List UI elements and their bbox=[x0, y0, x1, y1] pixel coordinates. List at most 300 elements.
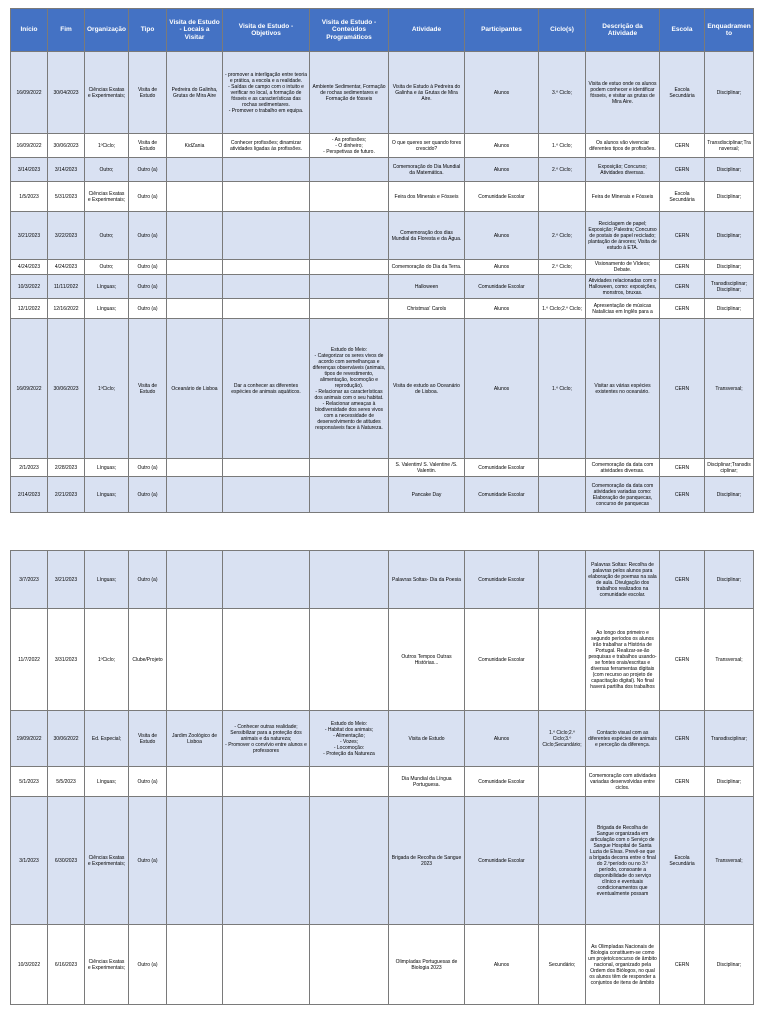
cell-tipo bbox=[129, 182, 167, 212]
cell-text: Comemoração da data com atividades variadas como: Elaboração de panquecas, concurso de panquecas bbox=[591, 482, 654, 507]
cell-text: Estudo do Meio: - Habitat dos animais; - Alimentação; - Vozes; - Locomoção: - Proteção da Natureza bbox=[323, 720, 375, 757]
cell-text: Ed. Especial; bbox=[91, 735, 122, 742]
cell-fim bbox=[48, 134, 85, 158]
cell-descricao bbox=[586, 134, 660, 158]
cell-fim bbox=[48, 299, 85, 319]
cell-text: 1ºCiclo; bbox=[97, 656, 116, 663]
cell-ciclos bbox=[539, 275, 586, 299]
table-row bbox=[11, 767, 754, 797]
cell-text: S. Valentim/ S. Valentine /S. Valentin. bbox=[395, 461, 458, 474]
cell-locais bbox=[167, 459, 223, 477]
cell-tipo bbox=[129, 477, 167, 513]
cell-ciclos bbox=[539, 797, 586, 925]
cell-escola bbox=[660, 299, 705, 319]
cell-enquadramento bbox=[705, 459, 754, 477]
cell-objetivos bbox=[223, 52, 310, 134]
table-row bbox=[11, 299, 754, 319]
cell-ciclos bbox=[539, 52, 586, 134]
cell-text: 1ºCiclo; bbox=[97, 142, 116, 149]
cell-text: 2.º Ciclo; bbox=[552, 264, 572, 270]
cell-enquadramento bbox=[705, 551, 754, 609]
cell-text: Outro; bbox=[99, 264, 114, 270]
activities-table-1 bbox=[10, 8, 754, 513]
cell-text: Olimpíadas Portuguesas de Biologia 2023 bbox=[395, 958, 458, 971]
cell-text: Comemoração com atividades variadas desenvolvidas entre ciclos. bbox=[588, 772, 657, 791]
cell-inicio bbox=[11, 212, 48, 260]
cell-inicio bbox=[11, 767, 48, 797]
cell-participantes bbox=[465, 797, 539, 925]
cell-ciclos bbox=[539, 134, 586, 158]
table-page-1 bbox=[10, 8, 753, 513]
cell-text: Disciplinar; bbox=[716, 89, 742, 96]
cell-participantes bbox=[465, 319, 539, 459]
cell-ciclos bbox=[539, 260, 586, 275]
cell-ciclos bbox=[539, 609, 586, 711]
cell-text: Línguas; bbox=[96, 305, 117, 312]
cell-text: 1.º Ciclo; bbox=[552, 385, 572, 392]
cell-text: Feira de Minerais e Fósseis bbox=[591, 193, 654, 200]
cell-text: 3/22/2023 bbox=[54, 232, 78, 239]
cell-text: Visita de Estudo bbox=[408, 735, 445, 742]
cell-text: Estudo do Meio: - Categorizar os seres vivos de acordo com semelhanças e diferenças observáveis (animais, tipos de revestimento, alimentação, locomoção e reprodução). - Relacionar as características dos animais com o seu habitat. - Relacionar ameaças à biodiversidade dos seres vivos com a necessidade de desenvolvimento de atitudes responsáveis face à Natureza. bbox=[312, 346, 386, 431]
cell-inicio bbox=[11, 52, 48, 134]
cell-text: Halloween bbox=[414, 283, 439, 290]
cell-fim bbox=[48, 609, 85, 711]
activities-table-2 bbox=[10, 550, 754, 1005]
cell-inicio bbox=[11, 711, 48, 767]
cell-locais bbox=[167, 158, 223, 182]
cell-text: Clube/Projeto bbox=[132, 656, 163, 663]
cell-text: Disciplinar; bbox=[716, 576, 742, 583]
cell-enquadramento bbox=[705, 797, 754, 925]
cell-text: 1.º Ciclo;2.º Ciclo; bbox=[542, 305, 582, 312]
cell-objetivos bbox=[223, 212, 310, 260]
cell-locais bbox=[167, 609, 223, 711]
cell-text: CERN bbox=[674, 778, 690, 785]
cell-escola bbox=[660, 182, 705, 212]
table-row bbox=[11, 158, 754, 182]
cell-tipo bbox=[129, 134, 167, 158]
cell-text: Secundário; bbox=[548, 961, 576, 968]
cell-locais bbox=[167, 711, 223, 767]
cell-participantes bbox=[465, 260, 539, 275]
cell-text: Comunidade Escolar bbox=[478, 576, 525, 583]
cell-objetivos bbox=[223, 182, 310, 212]
cell-text: Exposição; Concurso; Atividades diversas. bbox=[598, 163, 647, 176]
cell-enquadramento bbox=[705, 477, 754, 513]
cell-descricao bbox=[586, 275, 660, 299]
cell-text: Outro (a) bbox=[137, 778, 158, 785]
cell-organizacao bbox=[85, 925, 129, 1005]
cell-fim bbox=[48, 52, 85, 134]
cell-descricao bbox=[586, 711, 660, 767]
cell-ciclos bbox=[539, 925, 586, 1005]
cell-atividade bbox=[389, 299, 465, 319]
cell-text: Christmas' Carols bbox=[406, 305, 447, 312]
cell-tipo bbox=[129, 797, 167, 925]
cell-text: Outro (a) bbox=[137, 264, 158, 270]
cell-text: Palavras Soltas- Dia da Poesia bbox=[392, 576, 461, 583]
cell-text: Outro (a) bbox=[137, 305, 158, 312]
cell-text: Visita de Estudo bbox=[137, 86, 158, 99]
cell-text: CERN bbox=[674, 735, 690, 742]
cell-text: 30/04/2023 bbox=[53, 89, 79, 96]
cell-objetivos bbox=[223, 319, 310, 459]
cell-text: CERN bbox=[674, 961, 690, 968]
cell-text: Visionamento de Vídeos; Debate. bbox=[594, 261, 651, 273]
cell-conteudos bbox=[310, 551, 389, 609]
cell-objetivos bbox=[223, 609, 310, 711]
cell-text: Alunos bbox=[493, 232, 510, 239]
cell-organizacao bbox=[85, 275, 129, 299]
cell-conteudos bbox=[310, 797, 389, 925]
cell-text: 6/30/2023 bbox=[54, 857, 78, 864]
cell-text: Jardim Zoológico de Lisboa bbox=[171, 732, 218, 745]
cell-text: 5/31/2023 bbox=[54, 193, 78, 200]
cell-descricao bbox=[586, 299, 660, 319]
cell-text: Alunos bbox=[493, 735, 510, 742]
cell-ciclos bbox=[539, 299, 586, 319]
cell-atividade bbox=[389, 711, 465, 767]
cell-atividade bbox=[389, 275, 465, 299]
cell-text: 6/16/2023 bbox=[54, 961, 78, 968]
cell-conteudos bbox=[310, 711, 389, 767]
cell-participantes bbox=[465, 182, 539, 212]
cell-text: Outro (a) bbox=[137, 857, 158, 864]
cell-tipo bbox=[129, 52, 167, 134]
cell-conteudos bbox=[310, 275, 389, 299]
cell-text: Comunidade Escolar bbox=[478, 193, 525, 200]
cell-ciclos bbox=[539, 459, 586, 477]
cell-fim bbox=[48, 477, 85, 513]
cell-inicio bbox=[11, 459, 48, 477]
cell-text: 3/1/2023 bbox=[19, 857, 39, 864]
cell-conteudos bbox=[310, 158, 389, 182]
cell-text: 3/7/2023 bbox=[19, 576, 39, 583]
cell-text: Línguas; bbox=[96, 283, 117, 290]
cell-descricao bbox=[586, 52, 660, 134]
cell-inicio bbox=[11, 609, 48, 711]
cell-text: Comunidade Escolar bbox=[478, 283, 525, 290]
table-row bbox=[11, 182, 754, 212]
cell-descricao bbox=[586, 477, 660, 513]
table-row bbox=[11, 459, 754, 477]
cell-text: 1/5/2023 bbox=[19, 193, 39, 200]
cell-tipo bbox=[129, 551, 167, 609]
cell-text: Outro (a) bbox=[137, 166, 158, 173]
table-row bbox=[11, 319, 754, 459]
cell-text: 4/24/2023 bbox=[54, 264, 78, 270]
cell-enquadramento bbox=[705, 609, 754, 711]
col-enquadramento: Enquadramento bbox=[705, 9, 754, 52]
cell-participantes bbox=[465, 551, 539, 609]
cell-text: Disciplinar; bbox=[716, 961, 742, 968]
cell-text: 2.º Ciclo; bbox=[552, 232, 572, 239]
cell-participantes bbox=[465, 299, 539, 319]
cell-text: Comemoração do Dia da Terra. bbox=[391, 264, 462, 270]
col-inicio: Início bbox=[11, 9, 48, 52]
cell-fim bbox=[48, 182, 85, 212]
cell-objetivos bbox=[223, 134, 310, 158]
table-row bbox=[11, 477, 754, 513]
cell-text: CERN bbox=[674, 464, 690, 471]
cell-tipo bbox=[129, 319, 167, 459]
cell-descricao bbox=[586, 260, 660, 275]
cell-organizacao bbox=[85, 767, 129, 797]
cell-organizacao bbox=[85, 459, 129, 477]
cell-escola bbox=[660, 134, 705, 158]
cell-inicio bbox=[11, 134, 48, 158]
cell-escola bbox=[660, 711, 705, 767]
cell-text: Ao longo dos primeiro e segundo períodos os alunos irão trabalhar a História de Portugal. Realizar-se-ão pesquisas e trabalhos usando-se fontes orais/escritas e diversas ferramentas digitais (com recurso ao projeto de capacitação digital). No final haverá partilha dos trabalhos bbox=[588, 629, 657, 690]
cell-conteudos bbox=[310, 319, 389, 459]
cell-text: Comemoração da data com atividades diversas. bbox=[591, 461, 654, 474]
cell-atividade bbox=[389, 551, 465, 609]
cell-atividade bbox=[389, 925, 465, 1005]
cell-objetivos bbox=[223, 477, 310, 513]
cell-text: 3/31/2023 bbox=[54, 656, 78, 663]
cell-tipo bbox=[129, 158, 167, 182]
cell-text: 1.º Ciclo; bbox=[552, 142, 572, 149]
cell-text: CERN bbox=[674, 305, 690, 312]
cell-participantes bbox=[465, 609, 539, 711]
cell-objetivos bbox=[223, 275, 310, 299]
cell-ciclos bbox=[539, 182, 586, 212]
cell-organizacao bbox=[85, 711, 129, 767]
cell-text: 3.º Ciclo; bbox=[552, 89, 572, 96]
cell-enquadramento bbox=[705, 925, 754, 1005]
cell-enquadramento bbox=[705, 767, 754, 797]
cell-text: Escola Secundária bbox=[669, 190, 695, 203]
table-body-2 bbox=[11, 551, 754, 1005]
cell-text: CERN bbox=[674, 232, 690, 239]
cell-ciclos bbox=[539, 477, 586, 513]
cell-locais bbox=[167, 212, 223, 260]
cell-ciclos bbox=[539, 551, 586, 609]
cell-text: Transversal; bbox=[715, 385, 743, 392]
cell-text: 2/14/2023 bbox=[17, 491, 41, 498]
cell-text: 2/1/2023 bbox=[19, 464, 39, 471]
cell-text: Disciplinar; bbox=[716, 305, 742, 312]
cell-escola bbox=[660, 212, 705, 260]
cell-conteudos bbox=[310, 299, 389, 319]
table-row bbox=[11, 551, 754, 609]
col-tipo: Tipo bbox=[129, 9, 167, 52]
col-conteudos: Visita de Estudo - Conteúdos Programáticos bbox=[310, 9, 389, 52]
cell-conteudos bbox=[310, 767, 389, 797]
cell-text: Outro (a) bbox=[137, 491, 158, 498]
cell-descricao bbox=[586, 212, 660, 260]
cell-participantes bbox=[465, 134, 539, 158]
cell-text: Comunidade Escolar bbox=[478, 491, 525, 498]
cell-organizacao bbox=[85, 319, 129, 459]
cell-text: Visita de Estudo bbox=[137, 732, 158, 745]
cell-text: Feira dos Minerais e Fósseis bbox=[394, 193, 459, 200]
cell-text: O que queres ser quando fores crescido? bbox=[391, 139, 462, 152]
table-body-1 bbox=[11, 52, 754, 513]
cell-locais bbox=[167, 52, 223, 134]
cell-text: As Olimpíadas Nacionais de Biologia constituem-se como um projeto/concurso de âmbito nacional, organizado pela Ordem dos Biólogos, no qual os alunos têm de responder a conjuntos de itens de âmbito bbox=[588, 943, 657, 986]
cell-escola bbox=[660, 477, 705, 513]
table-row bbox=[11, 260, 754, 275]
cell-text: Outro (a) bbox=[137, 464, 158, 471]
cell-tipo bbox=[129, 275, 167, 299]
cell-text: 1ºCiclo; bbox=[97, 385, 116, 392]
cell-text: 30/06/2022 bbox=[53, 735, 79, 742]
cell-text: Apresentação de músicas Natalícias em Inglês para a bbox=[592, 302, 653, 315]
cell-inicio bbox=[11, 299, 48, 319]
cell-text: Línguas; bbox=[96, 576, 117, 583]
cell-inicio bbox=[11, 275, 48, 299]
table-row bbox=[11, 711, 754, 767]
cell-text: Outro; bbox=[99, 232, 114, 239]
cell-participantes bbox=[465, 925, 539, 1005]
cell-text: Dar a conhecer as diferentes espécies de animais aquáticos. bbox=[231, 382, 301, 395]
cell-descricao bbox=[586, 319, 660, 459]
table-row bbox=[11, 797, 754, 925]
cell-escola bbox=[660, 52, 705, 134]
col-ciclos: Ciclo(s) bbox=[539, 9, 586, 52]
cell-tipo bbox=[129, 260, 167, 275]
cell-objetivos bbox=[223, 711, 310, 767]
cell-descricao bbox=[586, 797, 660, 925]
cell-fim bbox=[48, 260, 85, 275]
cell-text: - Conhecer outras realidade; Sensibilizar para a proteção dos animais e da natureza; - Promover o convívio entre alunos e professores bbox=[225, 723, 307, 754]
cell-conteudos bbox=[310, 182, 389, 212]
cell-ciclos bbox=[539, 158, 586, 182]
cell-text: Comemoração do Dia Mundial da Matemática. bbox=[392, 163, 461, 176]
cell-text: Visita de Estudo bbox=[137, 382, 158, 395]
cell-fim bbox=[48, 711, 85, 767]
cell-text: Comunidade Escolar bbox=[478, 778, 525, 785]
cell-text: Disciplinar; bbox=[716, 193, 742, 200]
cell-tipo bbox=[129, 459, 167, 477]
cell-text: Ciências Exatas e Experimentais; bbox=[87, 190, 126, 203]
cell-atividade bbox=[389, 212, 465, 260]
cell-inicio bbox=[11, 477, 48, 513]
cell-text: Pancake Day bbox=[411, 491, 442, 498]
cell-text: 11/11/2022 bbox=[53, 283, 79, 290]
cell-locais bbox=[167, 299, 223, 319]
cell-text: Ciências Exatas e Experimentais; bbox=[87, 86, 126, 99]
cell-escola bbox=[660, 609, 705, 711]
cell-fim bbox=[48, 797, 85, 925]
col-locais: Visita de Estudo - Locais a Visitar bbox=[167, 9, 223, 52]
cell-objetivos bbox=[223, 260, 310, 275]
cell-escola bbox=[660, 797, 705, 925]
cell-text: 3/14/2023 bbox=[54, 166, 78, 173]
cell-descricao bbox=[586, 158, 660, 182]
cell-escola bbox=[660, 260, 705, 275]
cell-enquadramento bbox=[705, 711, 754, 767]
cell-participantes bbox=[465, 711, 539, 767]
col-fim: Fim bbox=[48, 9, 85, 52]
cell-inicio bbox=[11, 925, 48, 1005]
cell-text: Transdisciplinar;Transversal; bbox=[707, 139, 751, 152]
cell-text: Contacto visual com as diferentes espécies de animais e perceção da diferença. bbox=[588, 729, 657, 748]
col-participantes: Participantes bbox=[465, 9, 539, 52]
cell-organizacao bbox=[85, 609, 129, 711]
cell-escola bbox=[660, 767, 705, 797]
cell-locais bbox=[167, 767, 223, 797]
col-descricao: Descrição da Atividade bbox=[586, 9, 660, 52]
cell-locais bbox=[167, 275, 223, 299]
cell-conteudos bbox=[310, 459, 389, 477]
cell-enquadramento bbox=[705, 182, 754, 212]
cell-enquadramento bbox=[705, 158, 754, 182]
cell-text: Escola Secundária bbox=[669, 854, 695, 867]
cell-participantes bbox=[465, 52, 539, 134]
cell-text: Transdisciplinar; Disciplinar; bbox=[710, 280, 748, 293]
cell-text: 30/06/2023 bbox=[53, 142, 79, 149]
cell-objetivos bbox=[223, 459, 310, 477]
cell-inicio bbox=[11, 551, 48, 609]
cell-fim bbox=[48, 158, 85, 182]
cell-tipo bbox=[129, 609, 167, 711]
cell-atividade bbox=[389, 158, 465, 182]
cell-text: 19/09/2022 bbox=[16, 735, 42, 742]
cell-descricao bbox=[586, 609, 660, 711]
cell-text: Alunos bbox=[493, 166, 510, 173]
cell-atividade bbox=[389, 609, 465, 711]
cell-fim bbox=[48, 275, 85, 299]
cell-objetivos bbox=[223, 158, 310, 182]
cell-escola bbox=[660, 551, 705, 609]
cell-ciclos bbox=[539, 212, 586, 260]
cell-text: Oceanário de Lisboa bbox=[171, 385, 218, 392]
cell-text: Palavras Soltas: Recolha de palavras pelos alunos para elaboração de poemas na sala de aula. Divulgação dos trabalhos realizados na comunidade escolar. bbox=[588, 561, 657, 598]
cell-text: 10/3/2022 bbox=[17, 283, 41, 290]
cell-locais bbox=[167, 477, 223, 513]
cell-text: CERN bbox=[674, 142, 690, 149]
cell-objetivos bbox=[223, 299, 310, 319]
cell-objetivos bbox=[223, 925, 310, 1005]
cell-text: 2.º Ciclo; bbox=[552, 166, 572, 173]
cell-text: 2/21/2023 bbox=[54, 491, 78, 498]
cell-escola bbox=[660, 275, 705, 299]
cell-text: Disciplinar; bbox=[716, 491, 742, 498]
cell-text: Disciplinar; bbox=[716, 778, 742, 785]
cell-text: Alunos bbox=[493, 142, 510, 149]
cell-atividade bbox=[389, 182, 465, 212]
cell-conteudos bbox=[310, 477, 389, 513]
cell-descricao bbox=[586, 551, 660, 609]
cell-atividade bbox=[389, 797, 465, 925]
cell-text: Disciplinar; bbox=[716, 166, 742, 173]
cell-text: Dia Mundial da Língua Portuguesa. bbox=[401, 775, 452, 788]
cell-descricao bbox=[586, 182, 660, 212]
cell-text: Visita de estuo onde os alunos podem conhecer e identificar fósseis, e visitar as grutas de Mira Aire. bbox=[588, 80, 657, 105]
cell-text: Outro (a) bbox=[137, 283, 158, 290]
cell-objetivos bbox=[223, 767, 310, 797]
cell-text: 3/14/2023 bbox=[17, 166, 41, 173]
cell-text: Transversal; bbox=[715, 857, 743, 864]
cell-text: CERN bbox=[674, 385, 690, 392]
table-row bbox=[11, 925, 754, 1005]
cell-organizacao bbox=[85, 797, 129, 925]
cell-text: Línguas; bbox=[96, 464, 117, 471]
cell-objetivos bbox=[223, 797, 310, 925]
cell-ciclos bbox=[539, 767, 586, 797]
cell-enquadramento bbox=[705, 260, 754, 275]
cell-enquadramento bbox=[705, 299, 754, 319]
cell-locais bbox=[167, 925, 223, 1005]
cell-conteudos bbox=[310, 52, 389, 134]
cell-text: Ciências Exatas e Experimentais; bbox=[87, 958, 126, 971]
col-objetivos: Visita de Estudo - Objetivos bbox=[223, 9, 310, 52]
cell-text: - As profissões; - O dinheiro; - Perspetivas de futuro. bbox=[323, 136, 375, 155]
cell-text: 16/09/2022 bbox=[16, 142, 42, 149]
